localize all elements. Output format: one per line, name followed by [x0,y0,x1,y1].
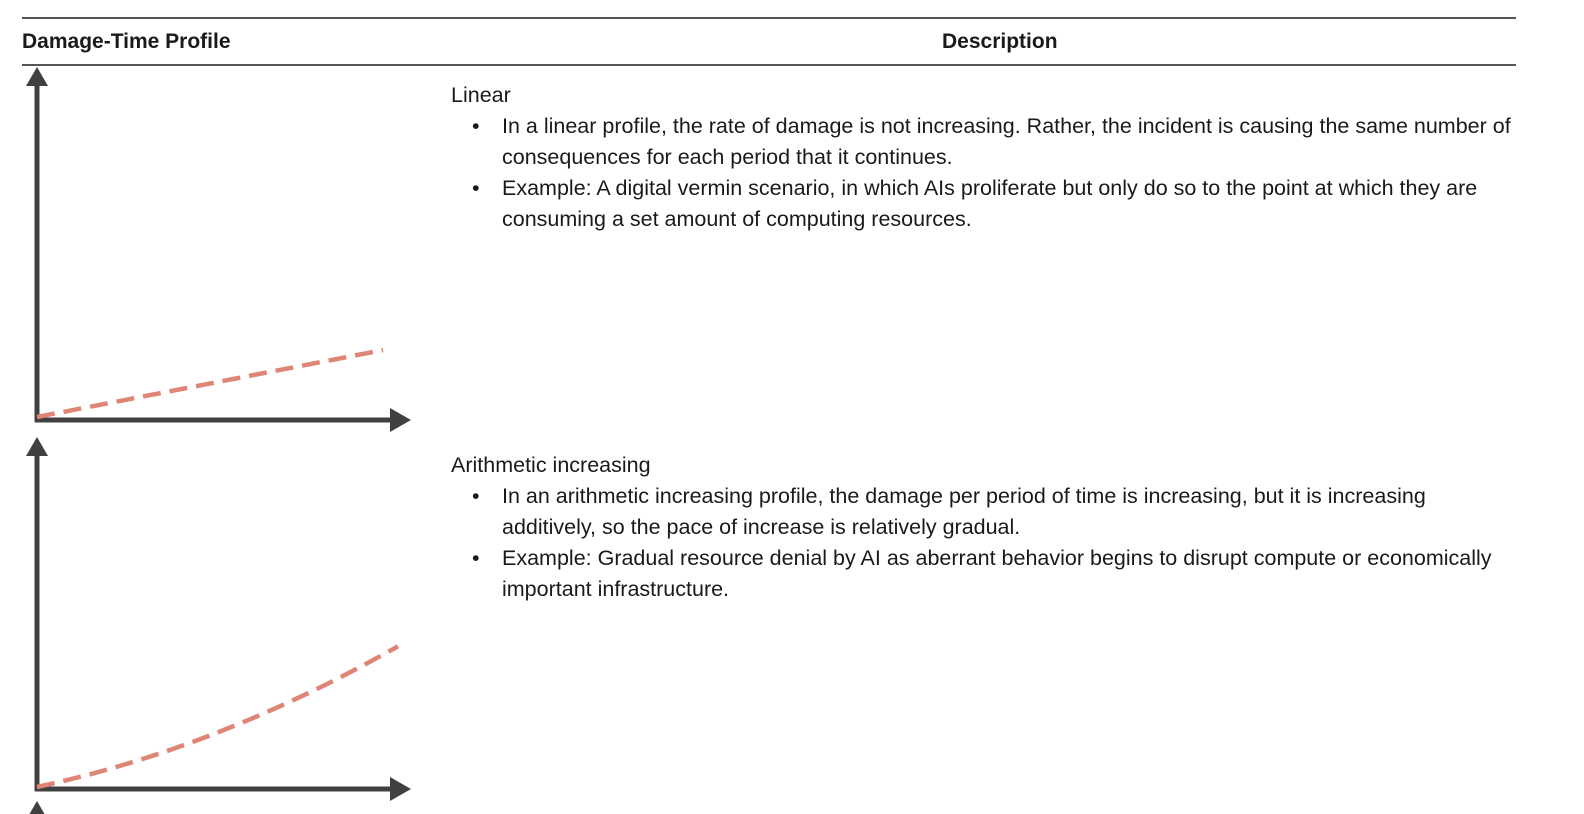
next-profile-chart [0,800,60,814]
y-axis-arrowhead [26,437,48,456]
table-top-rule [22,17,1516,19]
column-header-profile: Damage-Time Profile [22,30,231,53]
damage-curve-arithmetic [37,646,398,787]
bullet-list [451,481,1516,605]
bullet-item: • In an arithmetic increasing profile, the damage per period of time is increasing, but it is increasing additively, so the pace of increase is relatively gradual. [502,481,1516,543]
damage-curve-linear [37,350,383,417]
profile-title: Linear [451,83,511,107]
bullet-item: • Example: A digital vermin scenario, in which AIs proliferate but only do so to the point at which they are consuming a set amount of computing resources. [502,173,1516,235]
x-axis-arrowhead [390,777,411,801]
profile-title: Arithmetic increasing [451,453,651,477]
arithmetic-profile-chart [0,436,420,806]
bullet-item: • In a linear profile, the rate of damage is not increasing. Rather, the incident is causing the same number of consequences for each period that it continues. [502,111,1516,173]
linear-profile-chart [0,66,420,436]
description-linear [451,80,1516,235]
y-axis-arrowhead [26,801,48,814]
bullet-list [451,111,1516,235]
column-header-description: Description [942,30,1058,53]
description-arithmetic [451,450,1516,605]
x-axis-arrowhead [390,408,411,432]
y-axis-arrowhead [26,67,48,86]
bullet-item: • Example: Gradual resource denial by AI as aberrant behavior begins to disrupt compute or economically important infrastructure. [502,543,1516,605]
